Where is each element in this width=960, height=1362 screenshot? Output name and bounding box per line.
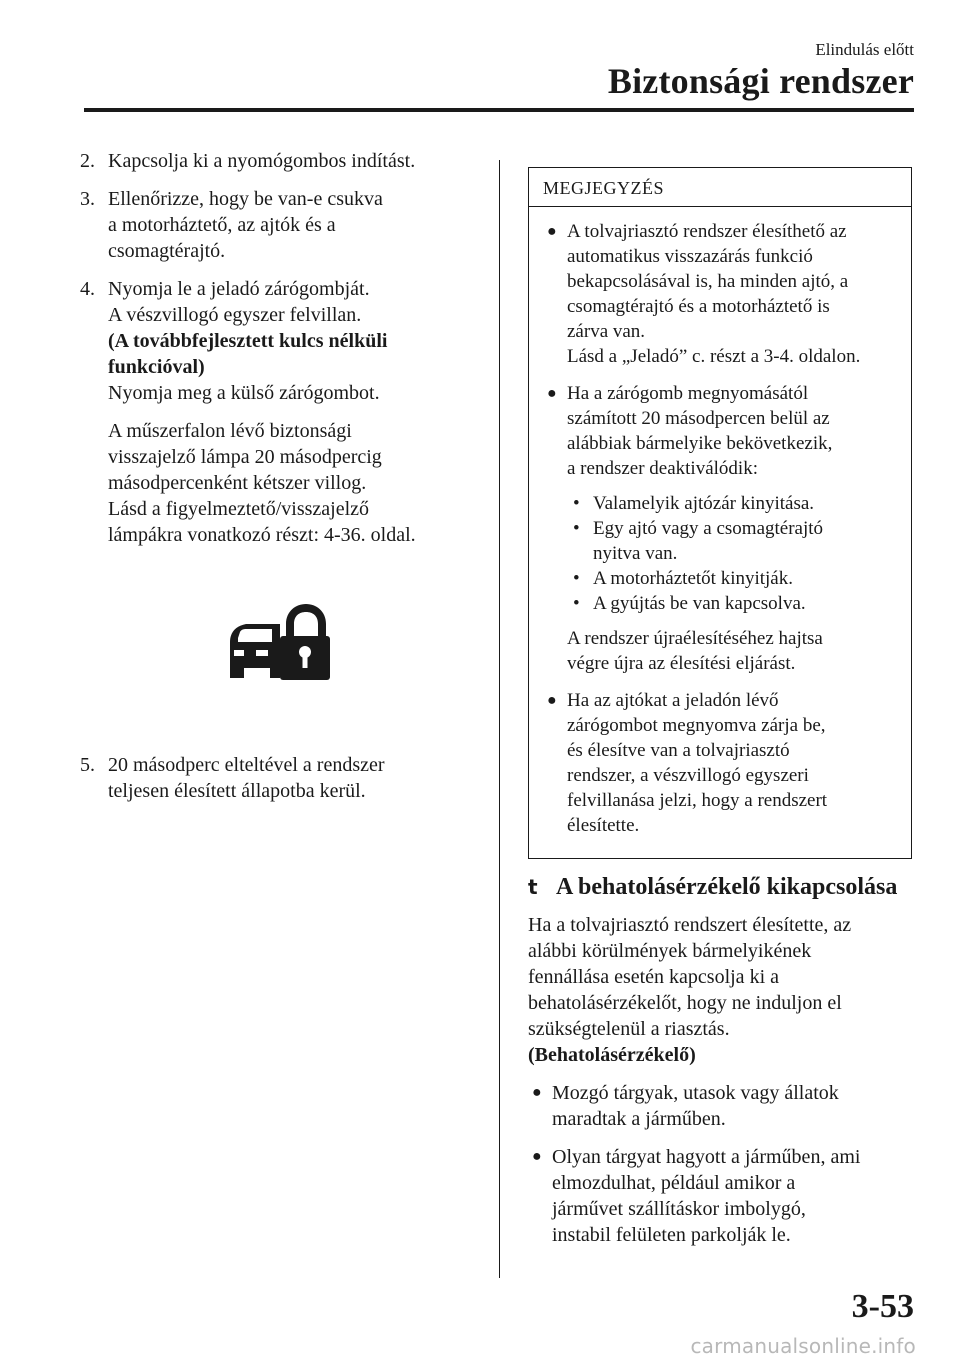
step-number: 2. xyxy=(80,150,95,172)
sensor-label: (Behatolásérzékelő) xyxy=(528,1044,696,1066)
bullet-line: instabil felületen parkolják le. xyxy=(552,1224,791,1246)
condition-bullet xyxy=(528,1144,918,1248)
step-2 xyxy=(80,148,480,174)
list-item xyxy=(567,491,897,516)
note-bullet xyxy=(543,688,897,838)
watermark: carmanualsonline.info xyxy=(690,1334,916,1358)
sub-bullet-icon: • xyxy=(573,493,580,514)
step-4 xyxy=(80,276,480,548)
keyless-heading: (A továbbfejlesztett kulcs nélküli xyxy=(108,330,388,352)
bullet-line: élesítette. xyxy=(567,815,640,836)
bullet-line: Mozgó tárgyak, utasok vagy állatok xyxy=(552,1082,839,1104)
bullet-line: és élesítve van a tolvajriasztó xyxy=(567,740,790,761)
indicator-paragraph xyxy=(108,418,480,548)
list-item-text: nyitva van. xyxy=(593,543,678,564)
step-number: 5. xyxy=(80,754,95,776)
bullet-line: automatikus visszazárás funkció xyxy=(567,246,813,267)
note-bullet xyxy=(543,381,897,676)
section-heading xyxy=(528,874,918,900)
step-number: 4. xyxy=(80,278,95,300)
bullet-line: számított 20 másodpercen belül az xyxy=(567,408,830,429)
note-bullet xyxy=(543,219,897,369)
paragraph-line: A műszerfalon lévő biztonsági xyxy=(108,420,352,442)
paragraph-line: visszajelző lámpa 20 másodpercig xyxy=(108,446,382,468)
section-heading-text: A behatolásérzékelő kikapcsolása xyxy=(556,874,898,900)
sub-bullet-icon: • xyxy=(573,518,580,539)
condition-bullet xyxy=(528,1080,918,1132)
intrusion-sensor-section xyxy=(528,874,918,1248)
list-item xyxy=(567,566,897,591)
note-body xyxy=(529,207,911,838)
paragraph-line: lámpákra vonatkozó részt: 4-36. oldal. xyxy=(108,524,416,546)
bullet-line: járművet szállításkor imbolygó, xyxy=(552,1198,806,1220)
bullet-line: elmozdulhat, például amikor a xyxy=(552,1172,796,1194)
bullet-line: Lásd a „Jeladó” c. részt a 3-4. oldalon. xyxy=(567,346,861,367)
step-3 xyxy=(80,186,480,264)
list-item-text: Egy ajtó vagy a csomagtérajtó xyxy=(593,518,824,539)
left-column xyxy=(80,148,480,560)
bullet-line: bekapcsolásával is, ha minden ajtó, a xyxy=(567,271,849,292)
step-5 xyxy=(80,752,480,804)
paragraph-line: szükségtelenül a riasztás. xyxy=(528,1018,730,1040)
paragraph-line: Lásd a figyelmeztető/visszajelző xyxy=(108,498,370,520)
bullet-icon: ● xyxy=(532,1084,542,1101)
page-title: Biztonsági rendszer xyxy=(607,61,914,101)
step-text: Ellenőrizze, hogy be van-e csukva xyxy=(108,188,383,210)
bullet-line: felvillanása jelzi, hogy a rendszert xyxy=(567,790,828,811)
chapter-label: Elindulás előtt xyxy=(815,40,914,59)
bullet-line: alábbiak bármelyike bekövetkezik, xyxy=(567,433,833,454)
paragraph-line: másodpercenként kétszer villog. xyxy=(108,472,367,494)
step-number: 3. xyxy=(80,188,95,210)
bullet-line: csomagtérajtó és a motorháztető is xyxy=(567,296,830,317)
bullet-line: Ha a zárógomb megnyomásától xyxy=(567,383,809,404)
step-text: teljesen élesített állapotba kerül. xyxy=(108,780,366,802)
deactivation-list xyxy=(567,491,897,616)
header-divider xyxy=(84,108,914,112)
bullet-icon: ● xyxy=(547,385,557,402)
section-marker-icon: t xyxy=(528,875,538,899)
step-text: Kapcsolja ki a nyomógombos indítást. xyxy=(108,150,416,172)
note-box xyxy=(528,167,912,859)
bullet-icon: ● xyxy=(547,223,557,240)
bullet-icon: ● xyxy=(532,1148,542,1165)
bullet-line: végre újra az élesítési eljárást. xyxy=(567,653,796,674)
note-heading: MEGJEGYZÉS xyxy=(529,168,911,207)
paragraph-line: Ha a tolvajriasztó rendszert élesítette, az xyxy=(528,914,852,936)
list-item-text: A gyújtás be van kapcsolva. xyxy=(593,593,806,614)
paragraph-line: fennállása esetén kapcsolja ki a xyxy=(528,966,779,988)
bullet-line: Olyan tárgyat hagyott a járműben, ami xyxy=(552,1146,861,1168)
step-text: a motorháztető, az ajtók és a xyxy=(108,214,336,236)
list-item-text: Valamelyik ajtózár kinyitása. xyxy=(593,493,815,514)
bullet-line: Ha az ajtókat a jeladón lévő xyxy=(567,690,779,711)
list-item xyxy=(567,516,897,566)
bullet-line: maradtak a járműben. xyxy=(552,1108,726,1130)
page-number: 3-53 xyxy=(851,1288,914,1325)
bullet-line: rendszer, a vészvillogó egyszeri xyxy=(567,765,809,786)
step-text: A vészvillogó egyszer felvillan. xyxy=(108,304,362,326)
bullet-line: zárva van. xyxy=(567,321,646,342)
list-item xyxy=(567,591,897,616)
paragraph-line: alábbi körülmények bármelyikének xyxy=(528,940,812,962)
paragraph-line: behatolásérzékelőt, hogy ne induljon el xyxy=(528,992,842,1014)
sub-bullet-icon: • xyxy=(573,593,580,614)
keyless-heading: funkcióval) xyxy=(108,356,205,378)
car-padlock-security-icon xyxy=(226,602,330,682)
step-text: csomagtérajtó. xyxy=(108,240,226,262)
step-text: 20 másodperc elteltével a rendszer xyxy=(108,754,385,776)
step-text: Nyomja le a jeladó zárógombját. xyxy=(108,278,370,300)
left-column-lower xyxy=(80,752,480,816)
bullet-line: a rendszer deaktiválódik: xyxy=(567,458,758,479)
bullet-line: A rendszer újraélesítéséhez hajtsa xyxy=(567,628,823,649)
bullet-line: A tolvajriasztó rendszer élesíthető az xyxy=(567,221,847,242)
list-item-text: A motorháztetőt kinyitják. xyxy=(593,568,793,589)
bullet-icon: ● xyxy=(547,692,557,709)
step-text: Nyomja meg a külső zárógombot. xyxy=(108,382,380,404)
column-divider xyxy=(499,160,500,1278)
sub-bullet-icon: • xyxy=(573,568,580,589)
bullet-line: zárógombot megnyomva zárja be, xyxy=(567,715,826,736)
